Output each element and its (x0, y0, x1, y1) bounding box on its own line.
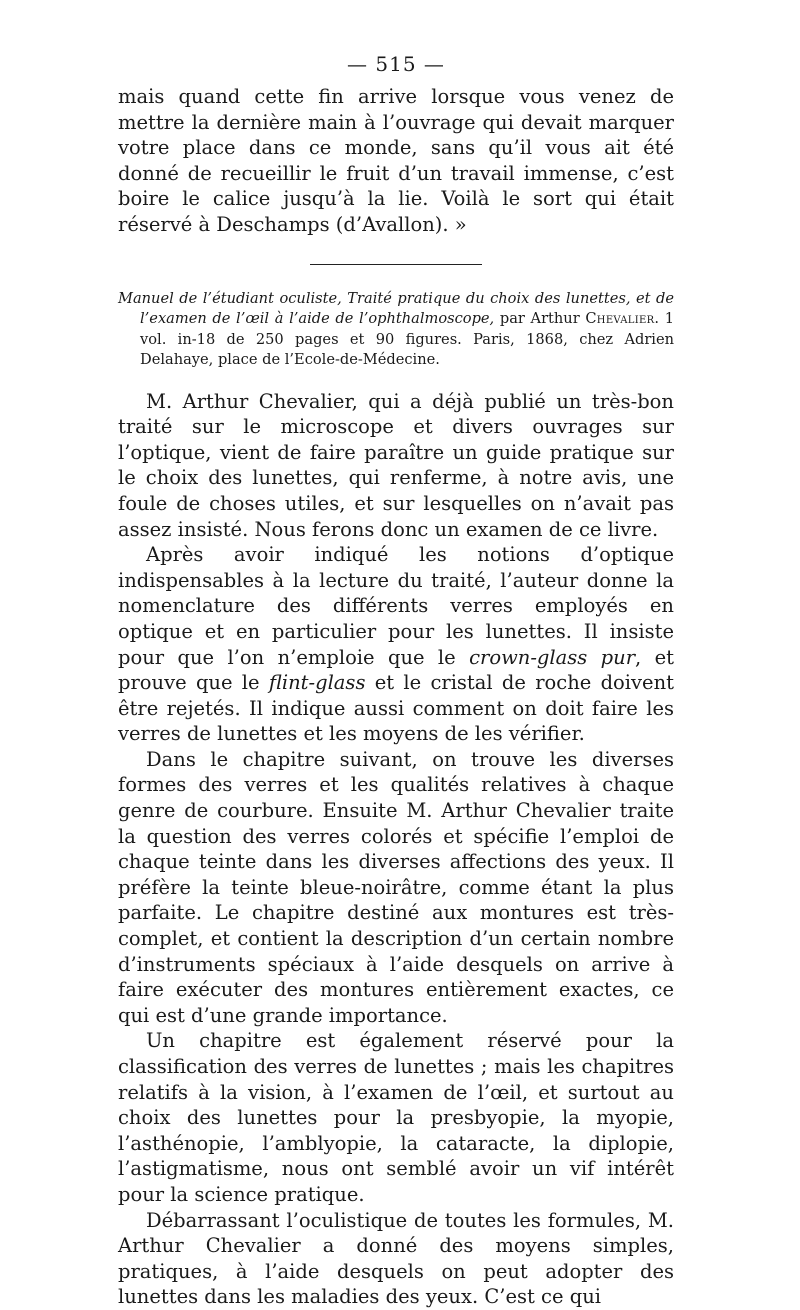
review-title: Manuel de l’étudiant oculiste, Traité pratique du choix des lunettes, et de l’examen de l’œil à l’aide de l’ophthalmoscope, (118, 289, 674, 328)
italic-term: crown-glass pur (469, 645, 636, 669)
body-paragraph (118, 1028, 674, 1207)
paragraph-text: M. Arthur Chevalier, qui a déjà publié un très-bon traité sur le microscope et divers ouvrages sur l’optique, vient de faire paraître un guide pratique sur le choix des lunettes, qui renferme, à notre avis, une foule de choses utiles, et sur lesquelles on n’avait pas assez insisté. Nous ferons donc un examen de ce livre. (118, 389, 674, 541)
review-body (118, 389, 674, 1310)
paragraph-text: Un chapitre est également réservé pour la classification des verres de lunettes ; mais les chapitres relatifs à la vision, à l’examen de l’œil, et surtout au choix des lunettes pour la presbyopie, la myopie, l’asthénopie, l’amblyopie, la cataracte, la diplopie, l’astigmatisme, nous ont semblé avoir un vif intérêt pour la science pratique. (118, 1029, 674, 1206)
paragraph-text: Dans le chapitre suivant, on trouve les diverses formes des verres et les qualités relatives à chaque genre de courbure. Ensuite M. Arthur Chevalier traite la question des verres colorés et spécifie l’emploi de chaque teinte dans les diverses affections des yeux. Il préfère la teinte bleue-noirâtre, comme étant la plus parfaite. Le chapitre destiné aux montures est très-complet, et contient la description d’un certain nombre d’instruments spéciaux à l’aide desquels on arrive à faire exécuter des montures entièrement exactes, ce qui est d’une grande importance. (118, 747, 674, 1027)
section-divider (310, 264, 482, 265)
body-paragraph (118, 542, 674, 747)
review-heading (118, 289, 674, 371)
paragraph-text: et le cristal de roche doivent être rejetés. Il indique aussi comment on doit faire les verres de lunettes et les moyens de les vérifier. (118, 671, 674, 746)
review-author: Chevalier (585, 310, 655, 328)
opening-paragraph: mais quand cette fin arrive lorsque vous venez de mettre la dernière main à l’ouvrage qui devait marquer votre place dans ce monde, sans qu’il vous ait été donné de recueillir le fruit d’un travail immense, c’est boire le calice jusqu’à la lie. Voilà le sort qui était réservé à Deschamps (d’Avallon). » (118, 85, 674, 236)
document-page (118, 52, 674, 1310)
paragraph-text: , et prouve que le (118, 645, 674, 695)
italic-term: flint-glass (268, 671, 366, 695)
body-paragraph (118, 1208, 674, 1310)
review-details: . 1 vol. in-18 de 250 pages et 90 figures. Paris, 1868, chez Adrien Delahaye, place de l’Ecole-de-Médecine. (140, 310, 674, 369)
body-paragraph (118, 747, 674, 1029)
paragraph-text: Débarrassant l’oculistique de toutes les formules, M. Arthur Chevalier a donné des moyens simples, pratiques, à l’aide desquels on peut adopter des lunettes dans les maladies des yeux. C’est ce qui (118, 1208, 674, 1309)
page-number: — 515 — (347, 52, 445, 76)
review-by: par Arthur (494, 310, 586, 328)
body-paragraph (118, 389, 674, 543)
paragraph-text: Après avoir indiqué les notions d’optique indispensables à la lecture du traité, l’auteur donne la nomenclature des différents verres employés en optique et en particulier pour les lunettes. Il insiste pour que l’on n’emploie que le (118, 543, 674, 669)
